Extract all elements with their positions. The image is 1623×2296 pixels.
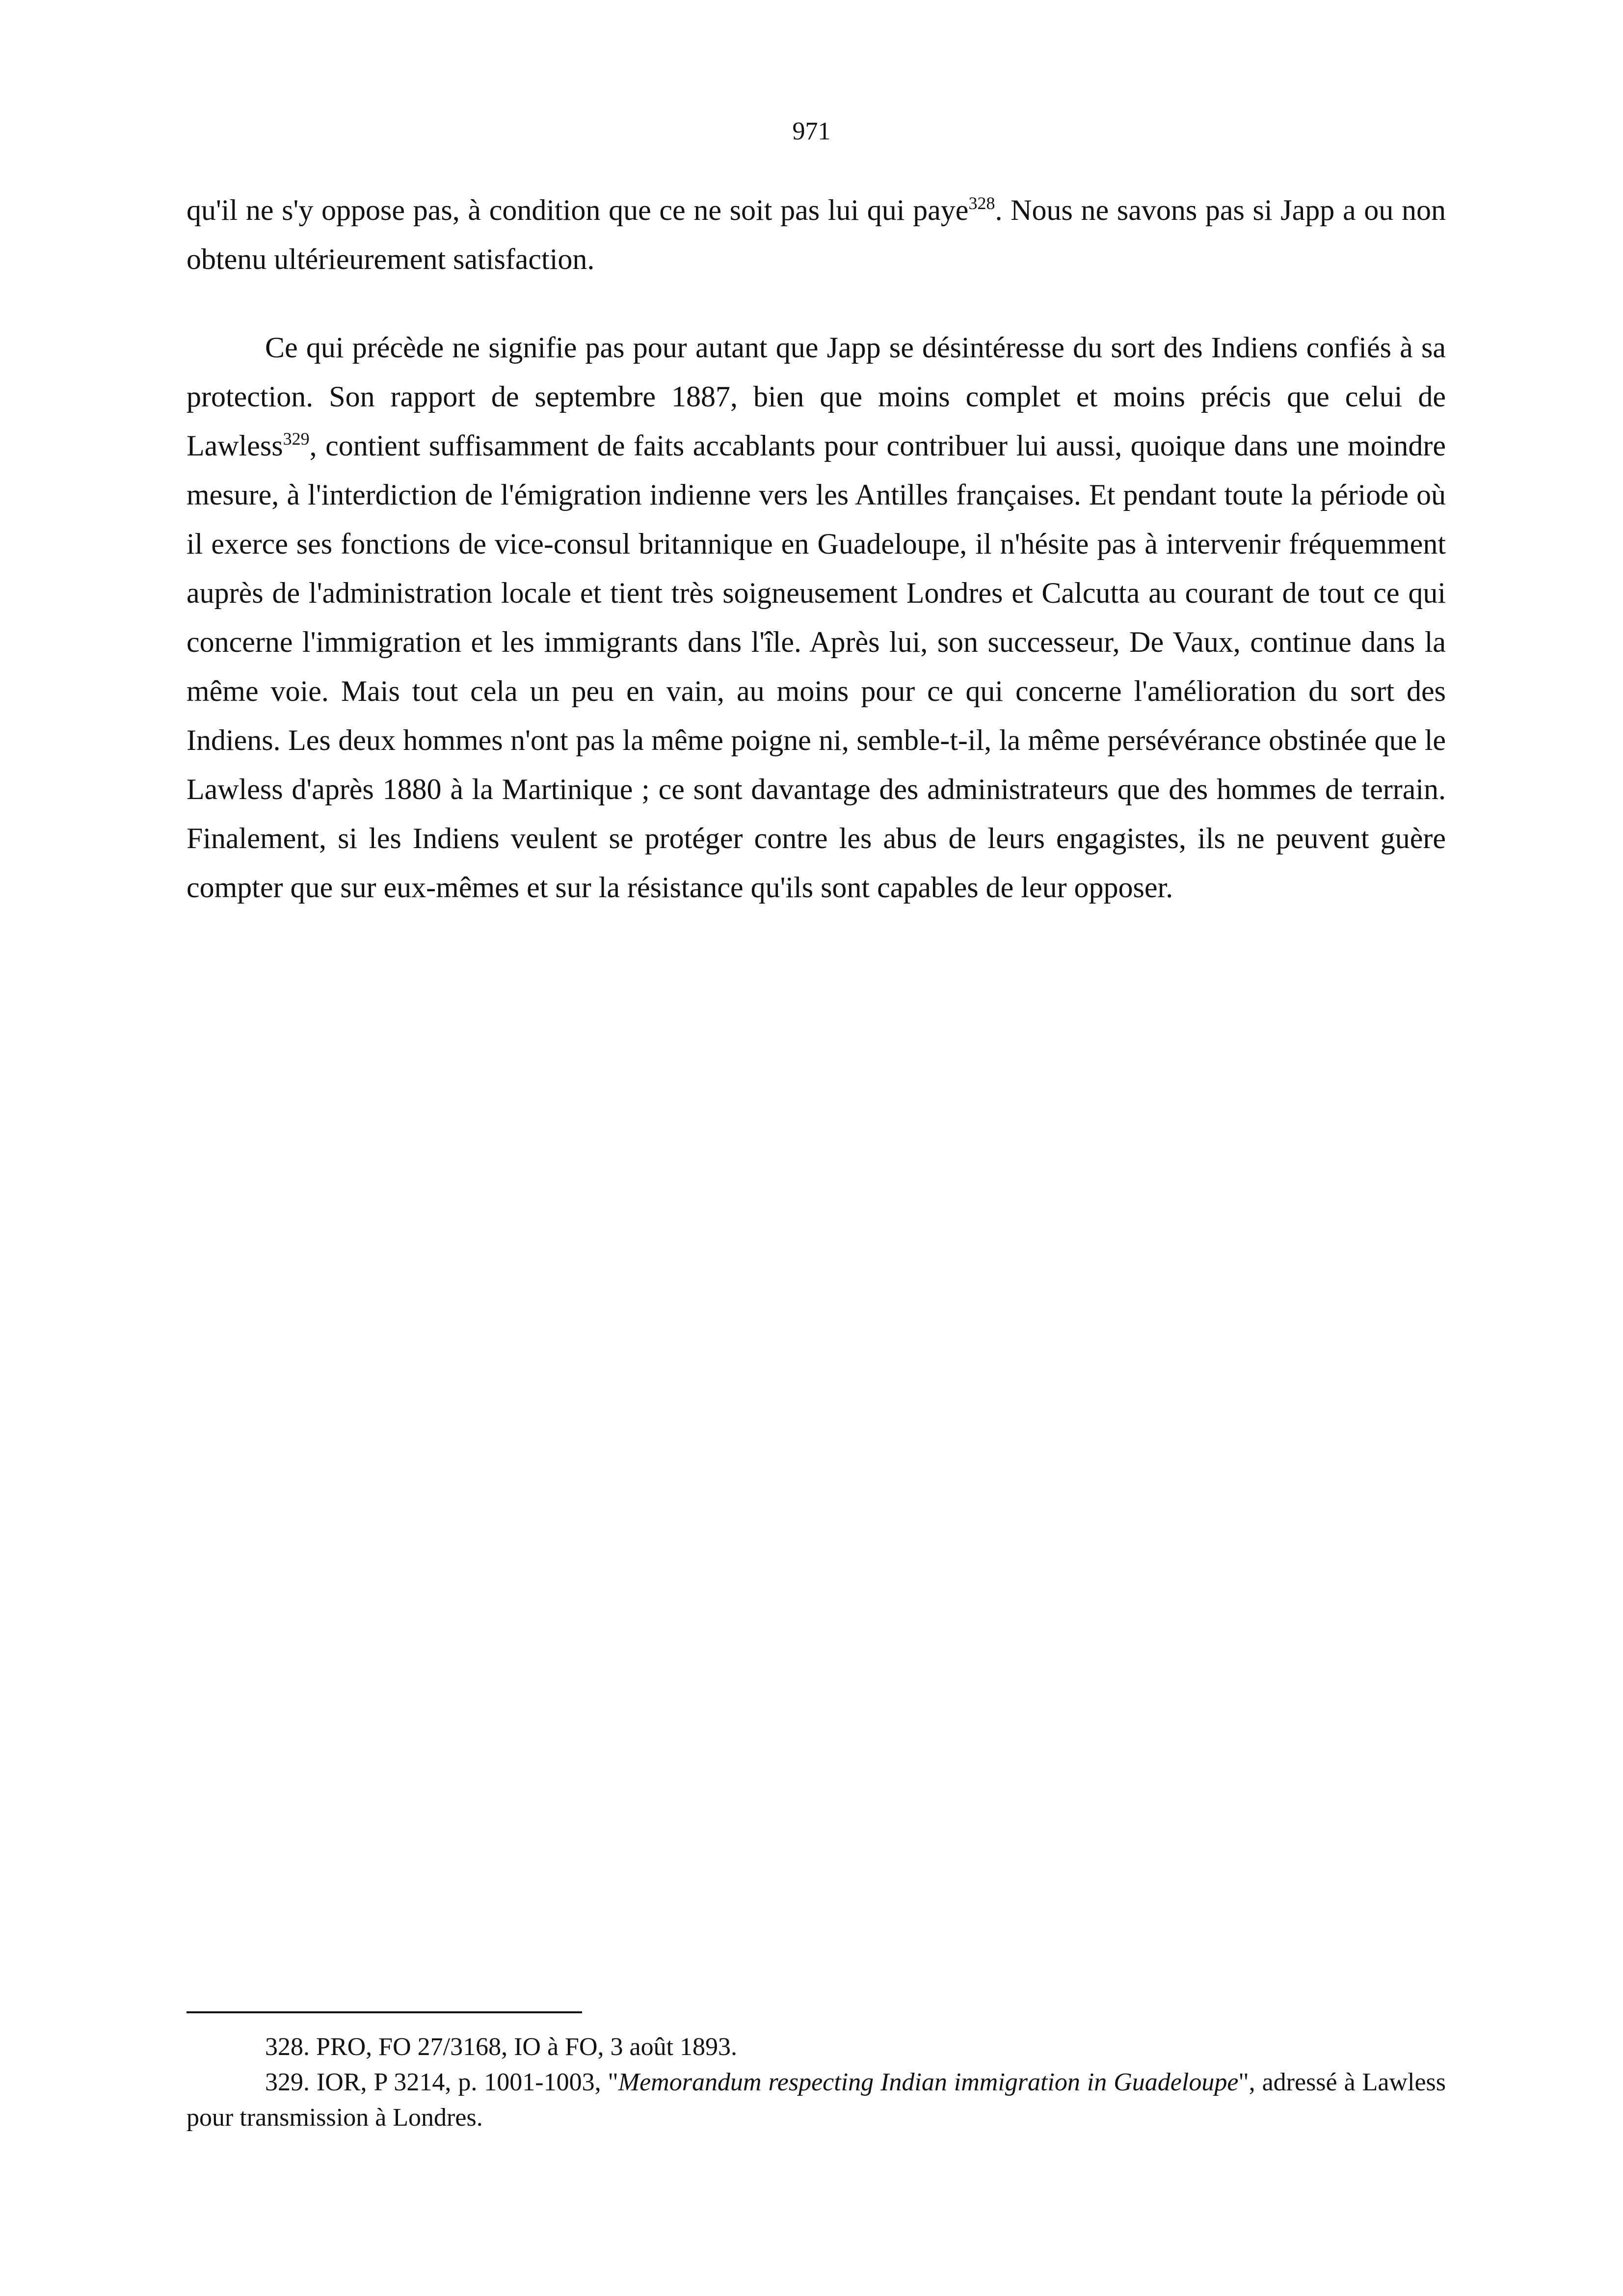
paragraph-1-text-end: . Nous ne savons pas si Japp a ou non obtenu ultérieurement satisfaction. (186, 194, 1446, 275)
paragraph-1-text-start: qu'il ne s'y oppose pas, à condition que ce ne soit pas lui qui paye (186, 194, 969, 226)
paragraph-2-text-start: Ce qui précède ne signifie pas pour autant que Japp se désintéresse du sort des Indiens confiés à sa protection. Son rapport de septembre 1887, bien que moins complet et moins précis que celui de Lawless (186, 331, 1446, 462)
paragraph-2-text-end: , contient suffisamment de faits accablants pour contribuer lui aussi, quoique dans une moindre mesure, à l'interdiction de l'émigration indienne vers les Antilles françaises. Et pendant toute la période où il exerce ses fonctions de vice-consul britannique en Guadeloupe, il n'hésite pas à intervenir fréquemment auprès de l'administration locale et tient très soigneusement Londres et Calcutta au courant de tout ce qui concerne l'immigration et les immigrants dans l'île. Après lui, son successeur, De Vaux, continue dans la même voie. Mais tout cela un peu en vain, au moins pour ce qui concerne l'amélioration du sort des Indiens. Les deux hommes n'ont pas la même poigne ni, semble-t-il, la même persévérance obstinée que le Lawless d'après 1880 à la Martinique ; ce sont davantage des administrateurs que des hommes de terrain. Finalement, si les Indiens veulent se protéger contre les abus de leurs engagistes, ils ne peuvent guère compter que sur eux-mêmes et sur la résistance qu'ils sont capables de leur opposer. (186, 429, 1446, 904)
footnote-329-prefix: 329. IOR, P 3214, p. 1001-1003, " (265, 2068, 618, 2096)
footnote-329-title: Memorandum respecting Indian immigration in Guadeloupe (618, 2068, 1239, 2096)
body-text (186, 186, 1446, 912)
footnote-ref-328: 328 (968, 193, 995, 213)
footnote-329 (186, 2065, 1446, 2136)
paragraph-2 (186, 323, 1446, 912)
footnote-ref-329: 329 (283, 429, 310, 449)
paragraph-1 (186, 186, 1446, 284)
footnote-329-suffix: ", adressé à Lawless pour transmission à Londres. (186, 2068, 1446, 2132)
footnote-328: 328. PRO, FO 27/3168, IO à FO, 3 août 1893. (265, 2033, 738, 2061)
footnotes (186, 2029, 1446, 2136)
footnote-separator (186, 2011, 582, 2013)
page-number: 971 (792, 117, 831, 145)
